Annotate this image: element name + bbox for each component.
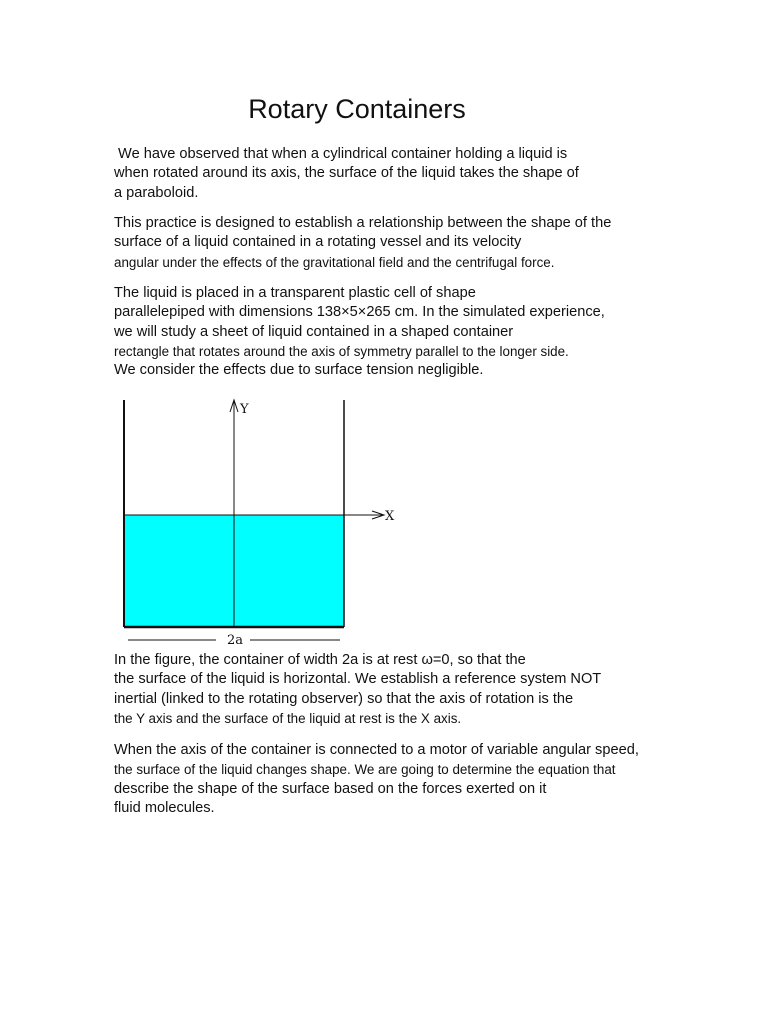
paragraph-setup bbox=[114, 284, 674, 380]
paragraph-line: This practice is designed to establish a relationship between the shape of the bbox=[114, 215, 612, 231]
container-figure bbox=[110, 392, 410, 652]
page-title: Rotary Containers bbox=[248, 94, 466, 124]
paragraph-line: inertial (linked to the rotating observer) so that the axis of rotation is the bbox=[114, 690, 574, 707]
paragraph-line: the surface of the liquid changes shape. We are going to determine the equation that bbox=[114, 762, 616, 778]
paragraph-line: parallelepiped with dimensions 138×5×265 cm. In the simulated experience, bbox=[114, 304, 605, 321]
paragraph-line: a paraboloid. bbox=[114, 184, 199, 201]
paragraph-line: We consider the effects due to surface tension negligible. bbox=[114, 362, 484, 379]
paragraph-line: The liquid is placed in a transparent plastic cell of shape bbox=[114, 285, 476, 301]
paragraph-line: When the axis of the container is connected to a motor of variable angular speed, bbox=[114, 742, 639, 758]
paragraph-line: surface of a liquid contained in a rotating vessel and its velocity bbox=[114, 234, 522, 251]
paragraph-line: fluid molecules. bbox=[114, 799, 215, 816]
paragraph-purpose bbox=[114, 214, 674, 272]
paragraph-line: describe the shape of the surface based on the forces exerted on it bbox=[114, 780, 547, 797]
x-axis-label: X bbox=[385, 509, 395, 524]
paragraph-line: angular under the effects of the gravitational field and the centrifugal force. bbox=[114, 254, 555, 270]
width-label: 2a bbox=[227, 633, 244, 648]
paragraph-intro bbox=[114, 145, 674, 203]
y-axis-label: Y bbox=[240, 402, 249, 417]
paragraph-line: rectangle that rotates around the axis of symmetry parallel to the longer side. bbox=[114, 343, 569, 359]
paragraph-line: In the figure, the container of width 2a is at rest ω=0, so that the bbox=[114, 652, 526, 668]
paragraph-line: the Y axis and the surface of the liquid at rest is the X axis. bbox=[114, 710, 462, 726]
paragraph-line: when rotated around its axis, the surface of the liquid takes the shape of bbox=[114, 165, 579, 182]
paragraph-line: the surface of the liquid is horizontal. We establish a reference system NOT bbox=[114, 671, 602, 688]
paragraph-line: We have observed that when a cylindrical container holding a liquid is bbox=[114, 146, 568, 162]
paragraph-figure-description bbox=[114, 651, 674, 728]
paragraph-line: we will study a sheet of liquid contained in a shaped container bbox=[114, 323, 514, 340]
paragraph-rotation bbox=[114, 741, 674, 818]
